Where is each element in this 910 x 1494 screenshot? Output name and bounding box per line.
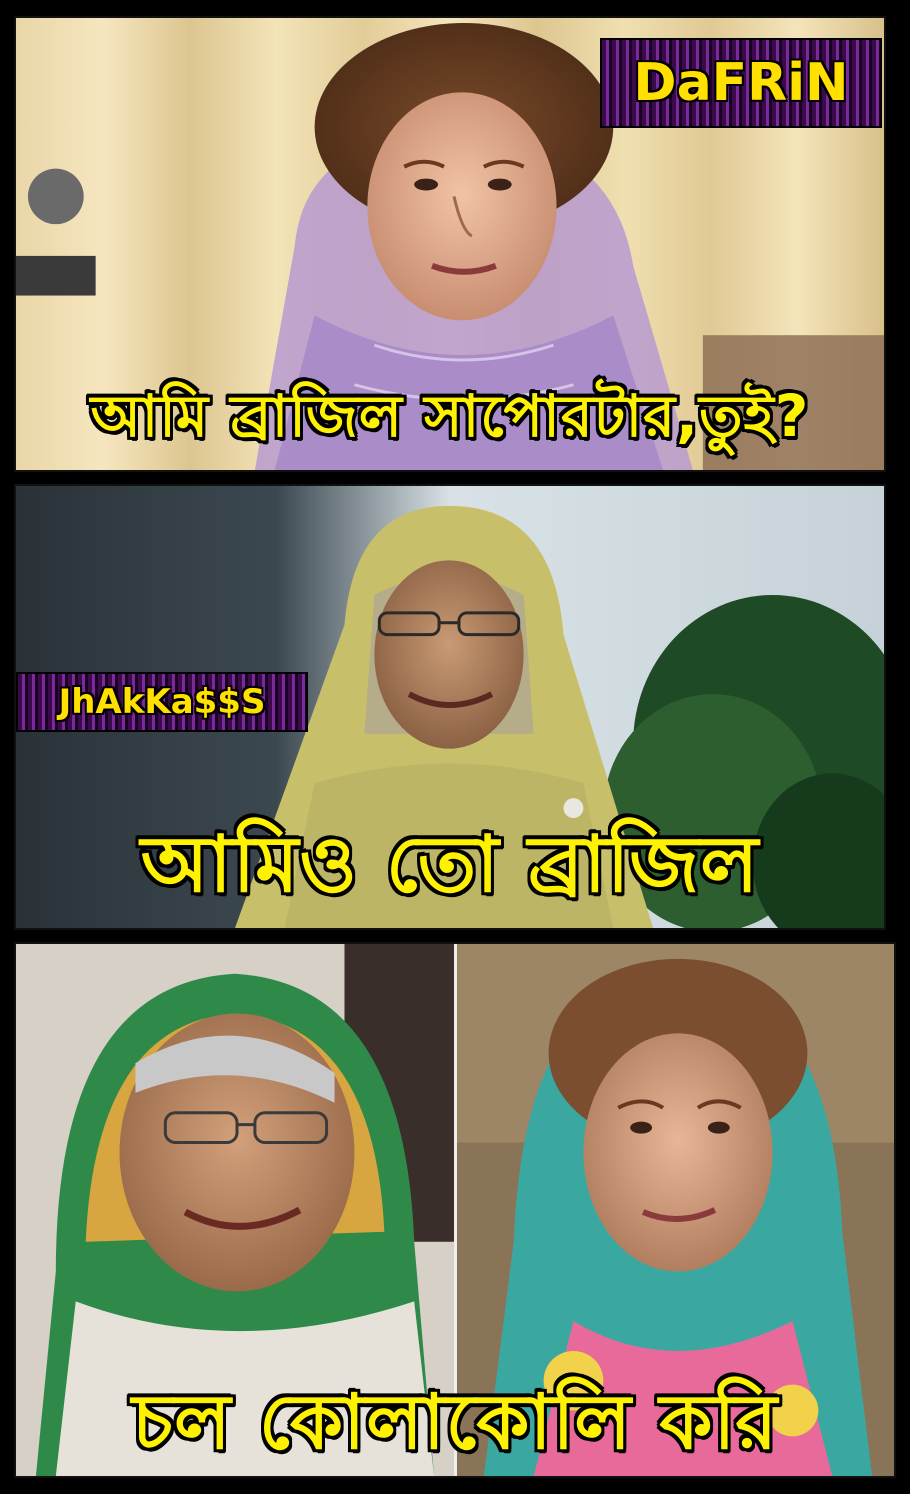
panel-top xyxy=(14,16,886,472)
jhakkass-watermark-badge xyxy=(16,672,308,732)
jhakkass-watermark-text: JhAkKa$$S xyxy=(58,682,266,722)
panel-bottom xyxy=(14,942,896,1478)
dafrin-watermark-badge xyxy=(600,38,882,128)
panel-top-caption: আমি ব্রাজিল সাপোরটার,তুই? xyxy=(90,382,810,450)
dafrin-watermark-text: DaFRiN xyxy=(633,53,849,113)
panel-bottom-caption: চল কোলাকোলি করি xyxy=(131,1377,779,1466)
panel-middle-caption: আমিও তো ব্রাজিল xyxy=(140,820,760,910)
panel-middle xyxy=(14,484,886,930)
